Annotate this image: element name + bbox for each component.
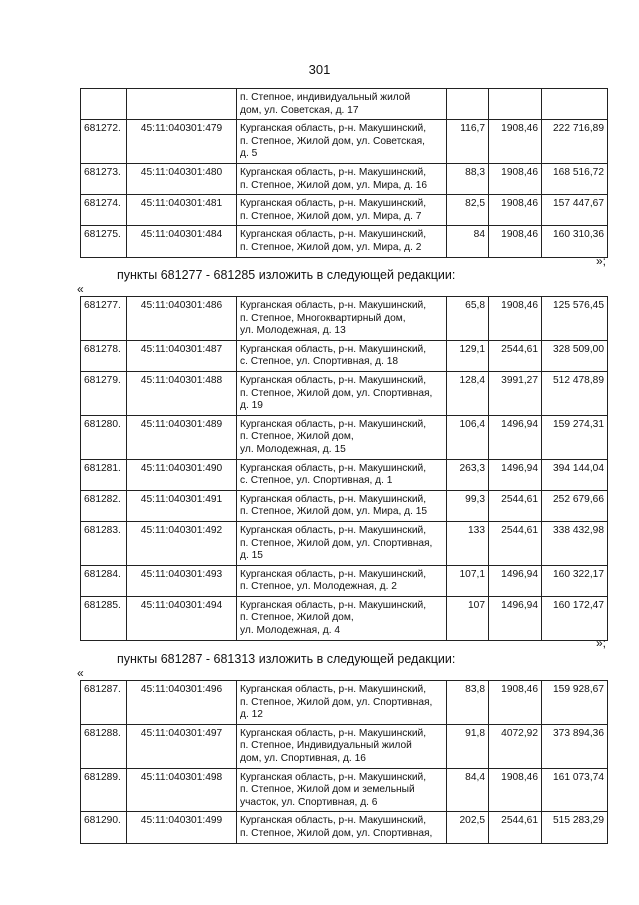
address-cell bbox=[237, 768, 447, 812]
address-cell bbox=[237, 459, 447, 490]
table-row bbox=[81, 768, 608, 812]
address-cell bbox=[237, 226, 447, 257]
cadastral-number-cell: 45:11:040301:498 bbox=[127, 768, 237, 812]
address-line: п. Степное, Жилой дом и земельный bbox=[240, 784, 415, 796]
address-line: п. Степное, Жилой дом, ул. Советская, bbox=[240, 135, 425, 147]
rate-cell: 2544,61 bbox=[489, 521, 542, 565]
address-line: п. Степное, Жилой дом, ул. Мира, д. 7 bbox=[240, 210, 422, 222]
area-cell: 129,1 bbox=[447, 340, 489, 371]
row-number-cell: 681284. bbox=[81, 565, 127, 596]
address-line: п. Степное, индивидуальный жилой bbox=[240, 92, 411, 103]
cadastral-number-cell bbox=[127, 89, 237, 120]
row-number-cell: 681282. bbox=[81, 490, 127, 521]
cadastral-value-cell: 160 310,36 bbox=[542, 226, 608, 257]
amendment-heading: пункты 681277 - 681285 изложить в следующей редакции: bbox=[117, 268, 456, 282]
rate-cell: 1908,46 bbox=[489, 297, 542, 341]
area-cell: 116,7 bbox=[447, 120, 489, 164]
cadastral-number-cell: 45:11:040301:488 bbox=[127, 371, 237, 415]
address-line: Курганская область, р-н. Макушинский, bbox=[240, 462, 427, 474]
row-number-cell bbox=[81, 89, 127, 120]
table-row bbox=[81, 89, 608, 120]
address-line: п. Степное, Многоквартирный дом, bbox=[240, 312, 406, 324]
cadastral-value-cell: 512 478,89 bbox=[542, 371, 608, 415]
cadastral-number-cell: 45:11:040301:494 bbox=[127, 596, 237, 640]
table-row bbox=[81, 521, 608, 565]
rate-cell: 4072,92 bbox=[489, 724, 542, 768]
cadastral-number-cell: 45:11:040301:496 bbox=[127, 681, 237, 725]
address-cell bbox=[237, 120, 447, 164]
address-line: д. 5 bbox=[240, 148, 258, 160]
cadastral-number-cell: 45:11:040301:479 bbox=[127, 120, 237, 164]
opening-quote: « bbox=[77, 666, 84, 680]
row-number-cell: 681285. bbox=[81, 596, 127, 640]
table-row bbox=[81, 297, 608, 341]
cadastral-value-cell: 222 716,89 bbox=[542, 120, 608, 164]
area-cell: 91,8 bbox=[447, 724, 489, 768]
cadastral-value-cell bbox=[542, 89, 608, 120]
area-cell: 82,5 bbox=[447, 195, 489, 226]
registry-table-amended bbox=[80, 680, 608, 844]
rate-cell: 1908,46 bbox=[489, 768, 542, 812]
table-row bbox=[81, 812, 608, 843]
area-cell: 99,3 bbox=[447, 490, 489, 521]
address-line: Курганская область, р-н. Макушинский, bbox=[240, 524, 427, 536]
row-number-cell: 681273. bbox=[81, 163, 127, 194]
address-line: п. Степное, Жилой дом, ул. Мира, д. 16 bbox=[240, 179, 428, 191]
rate-cell: 1908,46 bbox=[489, 226, 542, 257]
page-number: 301 bbox=[308, 62, 331, 77]
rate-cell: 3991,27 bbox=[489, 371, 542, 415]
cadastral-number-cell: 45:11:040301:486 bbox=[127, 297, 237, 341]
address-line: п. Степное, Жилой дом, bbox=[240, 431, 354, 443]
address-line: ул. Молодежная, д. 15 bbox=[240, 443, 346, 455]
rate-cell: 2544,61 bbox=[489, 490, 542, 521]
area-cell: 106,4 bbox=[447, 415, 489, 459]
address-line: п. Степное, Жилой дом, ул. Спортивная, bbox=[240, 696, 433, 708]
row-number-cell: 681280. bbox=[81, 415, 127, 459]
address-cell bbox=[237, 490, 447, 521]
row-number-cell: 681289. bbox=[81, 768, 127, 812]
address-line: с. Степное, ул. Спортивная, д. 1 bbox=[240, 475, 393, 487]
address-line: Курганская область, р-н. Макушинский, bbox=[240, 493, 427, 505]
address-line: д. 15 bbox=[240, 550, 263, 562]
cadastral-number-cell: 45:11:040301:492 bbox=[127, 521, 237, 565]
address-line: п. Степное, Жилой дом, ул. Спортивная, bbox=[240, 537, 433, 549]
address-line: Курганская область, р-н. Макушинский, bbox=[240, 727, 427, 739]
address-line: участок, ул. Спортивная, д. 6 bbox=[240, 796, 378, 808]
cadastral-value-cell: 338 432,98 bbox=[542, 521, 608, 565]
cadastral-value-cell: 168 516,72 bbox=[542, 163, 608, 194]
cadastral-number-cell: 45:11:040301:484 bbox=[127, 226, 237, 257]
cadastral-number-cell: 45:11:040301:487 bbox=[127, 340, 237, 371]
cadastral-value-cell: 160 172,47 bbox=[542, 596, 608, 640]
table-row bbox=[81, 490, 608, 521]
table-row bbox=[81, 596, 608, 640]
cadastral-number-cell: 45:11:040301:490 bbox=[127, 459, 237, 490]
address-line: Курганская область, р-н. Макушинский, bbox=[240, 568, 427, 580]
address-line: Курганская область, р-н. Макушинский, bbox=[240, 771, 427, 783]
address-line: Курганская область, р-н. Макушинский, bbox=[240, 123, 427, 135]
cadastral-number-cell: 45:11:040301:499 bbox=[127, 812, 237, 843]
address-line: п. Степное, Жилой дом, ул. Спортивная, bbox=[240, 387, 433, 399]
area-cell: 107 bbox=[447, 596, 489, 640]
area-cell: 263,3 bbox=[447, 459, 489, 490]
row-number-cell: 681272. bbox=[81, 120, 127, 164]
address-line: дом, ул. Спортивная, д. 16 bbox=[240, 752, 366, 764]
area-cell: 133 bbox=[447, 521, 489, 565]
closing-quote-semicolon: »; bbox=[596, 636, 607, 650]
address-cell bbox=[237, 371, 447, 415]
row-number-cell: 681288. bbox=[81, 724, 127, 768]
table-row bbox=[81, 163, 608, 194]
registry-table-amended bbox=[80, 296, 608, 641]
area-cell: 88,3 bbox=[447, 163, 489, 194]
cadastral-value-cell: 161 073,74 bbox=[542, 768, 608, 812]
address-cell bbox=[237, 596, 447, 640]
address-line: п. Степное, Индивидуальный жилой bbox=[240, 740, 412, 752]
row-number-cell: 681278. bbox=[81, 340, 127, 371]
row-number-cell: 681279. bbox=[81, 371, 127, 415]
rate-cell: 1496,94 bbox=[489, 415, 542, 459]
opening-quote: « bbox=[77, 282, 84, 296]
row-number-cell: 681283. bbox=[81, 521, 127, 565]
address-cell bbox=[237, 521, 447, 565]
cadastral-value-cell: 328 509,00 bbox=[542, 340, 608, 371]
address-cell bbox=[237, 297, 447, 341]
table-row bbox=[81, 120, 608, 164]
area-cell: 202,5 bbox=[447, 812, 489, 843]
row-number-cell: 681290. bbox=[81, 812, 127, 843]
address-line: п. Степное, Жилой дом, ул. Мира, д. 2 bbox=[240, 241, 422, 253]
address-cell bbox=[237, 415, 447, 459]
cadastral-value-cell: 252 679,66 bbox=[542, 490, 608, 521]
table-row bbox=[81, 415, 608, 459]
table-row bbox=[81, 459, 608, 490]
address-line: д. 12 bbox=[240, 709, 263, 721]
cadastral-value-cell: 160 322,17 bbox=[542, 565, 608, 596]
table-row bbox=[81, 226, 608, 257]
address-line: Курганская область, р-н. Макушинский, bbox=[240, 599, 427, 611]
address-line: Курганская область, р-н. Макушинский, bbox=[240, 374, 427, 386]
address-cell bbox=[237, 340, 447, 371]
closing-quote-semicolon: »; bbox=[596, 254, 607, 268]
table-row bbox=[81, 724, 608, 768]
rate-cell: 1908,46 bbox=[489, 681, 542, 725]
row-number-cell: 681281. bbox=[81, 459, 127, 490]
row-number-cell: 681274. bbox=[81, 195, 127, 226]
rate-cell: 1496,94 bbox=[489, 565, 542, 596]
address-line: п. Степное, Жилой дом, ул. Мира, д. 15 bbox=[240, 506, 428, 518]
address-line: Курганская область, р-н. Макушинский, bbox=[240, 229, 427, 241]
cadastral-value-cell: 394 144,04 bbox=[542, 459, 608, 490]
row-number-cell: 681277. bbox=[81, 297, 127, 341]
address-line: Курганская область, р-н. Макушинский, bbox=[240, 343, 427, 355]
amendment-heading: пункты 681287 - 681313 изложить в следующей редакции: bbox=[117, 652, 456, 666]
cadastral-number-cell: 45:11:040301:481 bbox=[127, 195, 237, 226]
table-row bbox=[81, 565, 608, 596]
table-row bbox=[81, 371, 608, 415]
rate-cell bbox=[489, 89, 542, 120]
rate-cell: 1496,94 bbox=[489, 596, 542, 640]
address-line: Курганская область, р-н. Макушинский, bbox=[240, 300, 427, 311]
area-cell: 65,8 bbox=[447, 297, 489, 341]
cadastral-number-cell: 45:11:040301:489 bbox=[127, 415, 237, 459]
address-line: дом, ул. Советская, д. 17 bbox=[240, 104, 359, 116]
row-number-cell: 681287. bbox=[81, 681, 127, 725]
address-cell bbox=[237, 724, 447, 768]
cadastral-number-cell: 45:11:040301:480 bbox=[127, 163, 237, 194]
cadastral-value-cell: 373 894,36 bbox=[542, 724, 608, 768]
rate-cell: 1908,46 bbox=[489, 163, 542, 194]
address-line: с. Степное, ул. Спортивная, д. 18 bbox=[240, 356, 399, 368]
address-cell bbox=[237, 681, 447, 725]
table-row bbox=[81, 340, 608, 371]
rate-cell: 1496,94 bbox=[489, 459, 542, 490]
area-cell: 128,4 bbox=[447, 371, 489, 415]
rate-cell: 1908,46 bbox=[489, 195, 542, 226]
cadastral-value-cell: 125 576,45 bbox=[542, 297, 608, 341]
table-row bbox=[81, 195, 608, 226]
address-line: ул. Молодежная, д. 13 bbox=[240, 325, 346, 337]
cadastral-value-cell: 157 447,67 bbox=[542, 195, 608, 226]
area-cell: 83,8 bbox=[447, 681, 489, 725]
area-cell: 84,4 bbox=[447, 768, 489, 812]
address-cell bbox=[237, 195, 447, 226]
cadastral-number-cell: 45:11:040301:493 bbox=[127, 565, 237, 596]
area-cell bbox=[447, 89, 489, 120]
address-cell bbox=[237, 565, 447, 596]
address-line: Курганская область, р-н. Макушинский, bbox=[240, 166, 427, 178]
address-line: п. Степное, Жилой дом, bbox=[240, 612, 354, 624]
address-cell bbox=[237, 89, 447, 120]
cadastral-value-cell: 515 283,29 bbox=[542, 812, 608, 843]
address-line: п. Степное, Жилой дом, ул. Спортивная, bbox=[240, 827, 433, 839]
address-cell bbox=[237, 163, 447, 194]
cadastral-number-cell: 45:11:040301:497 bbox=[127, 724, 237, 768]
cadastral-value-cell: 159 274,31 bbox=[542, 415, 608, 459]
row-number-cell: 681275. bbox=[81, 226, 127, 257]
rate-cell: 2544,61 bbox=[489, 812, 542, 843]
rate-cell: 1908,46 bbox=[489, 120, 542, 164]
registry-table-continuation bbox=[80, 88, 608, 258]
cadastral-value-cell: 159 928,67 bbox=[542, 681, 608, 725]
cadastral-number-cell: 45:11:040301:491 bbox=[127, 490, 237, 521]
area-cell: 107,1 bbox=[447, 565, 489, 596]
address-line: д. 19 bbox=[240, 400, 263, 412]
table-row bbox=[81, 681, 608, 725]
area-cell: 84 bbox=[447, 226, 489, 257]
rate-cell: 2544,61 bbox=[489, 340, 542, 371]
address-line: ул. Молодежная, д. 4 bbox=[240, 625, 341, 637]
address-line: Курганская область, р-н. Макушинский, bbox=[240, 684, 427, 695]
address-line: Курганская область, р-н. Макушинский, bbox=[240, 198, 427, 210]
address-line: Курганская область, р-н. Макушинский, bbox=[240, 418, 427, 430]
address-line: п. Степное, ул. Молодежная, д. 2 bbox=[240, 581, 397, 593]
address-cell bbox=[237, 812, 447, 843]
address-line: Курганская область, р-н. Макушинский, bbox=[240, 815, 427, 827]
